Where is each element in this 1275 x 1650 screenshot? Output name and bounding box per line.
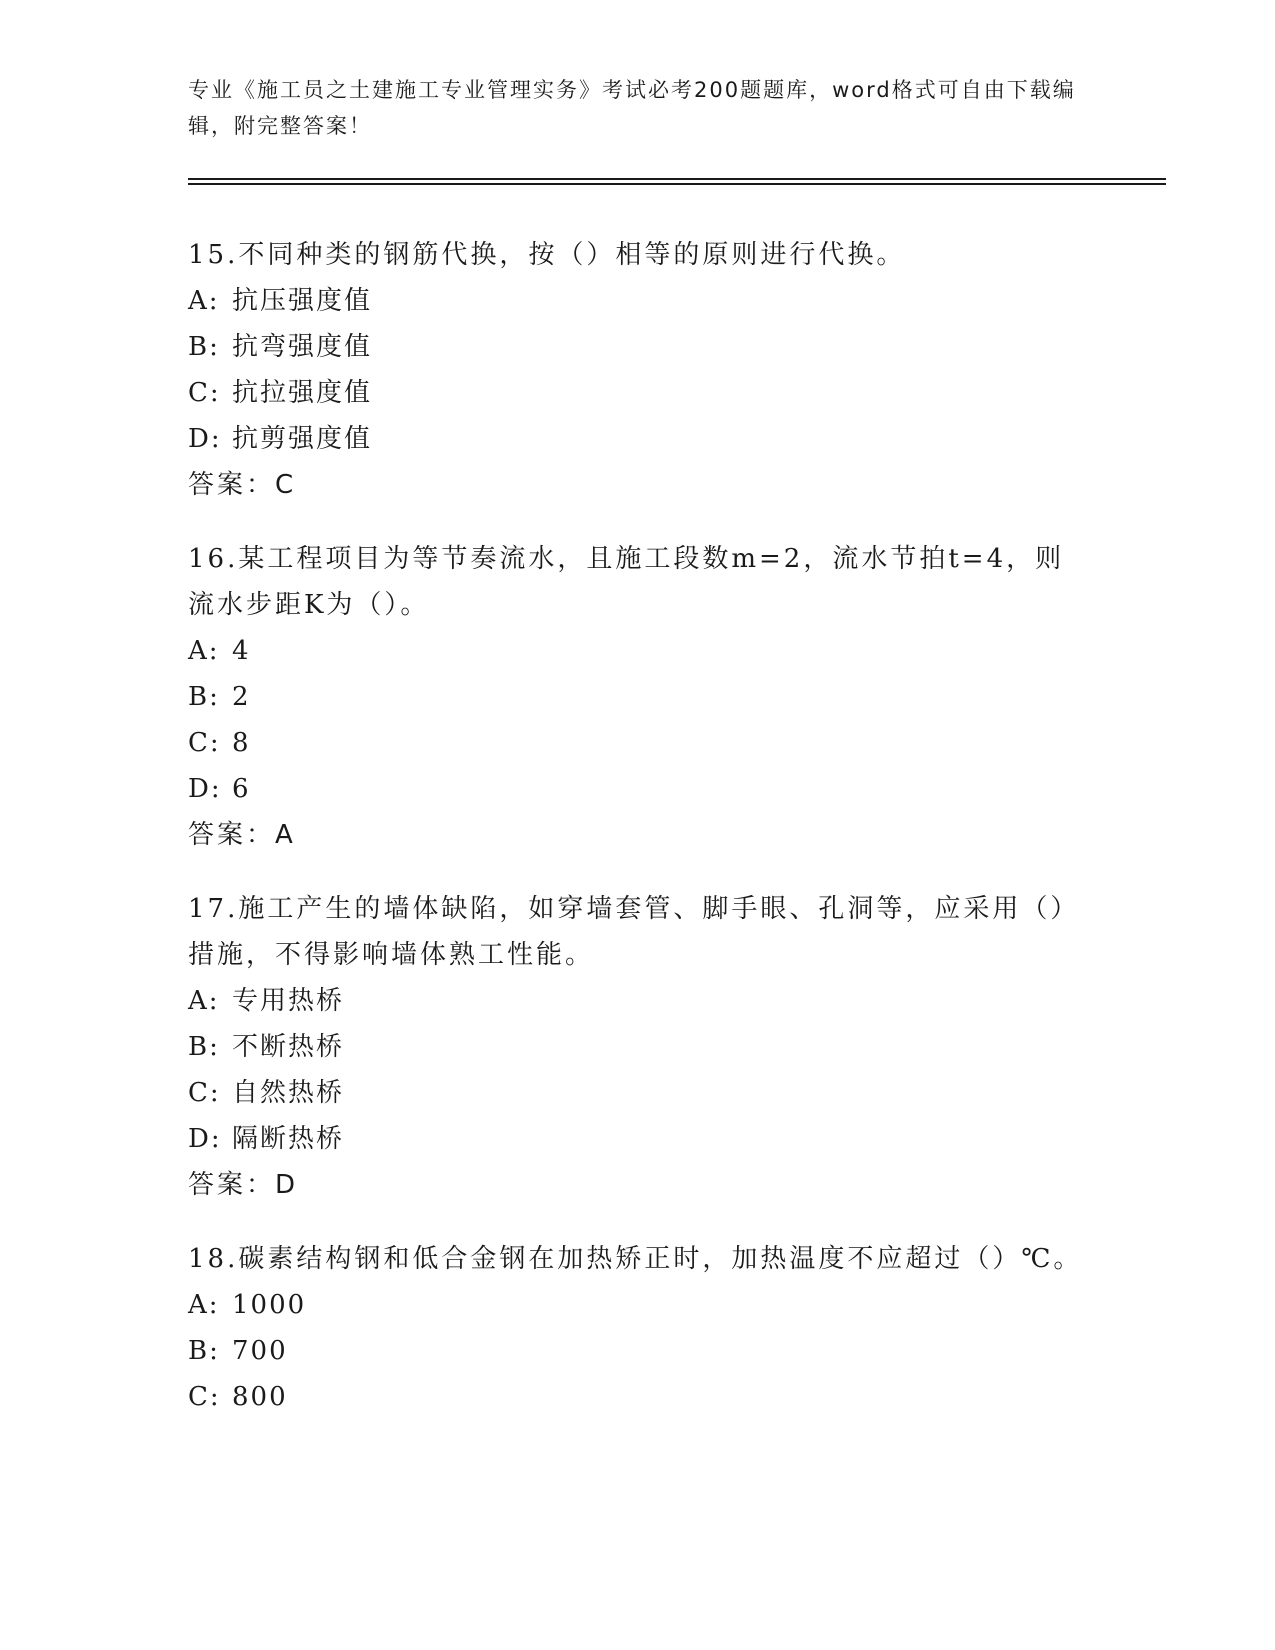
option-letter: B:: [188, 332, 220, 362]
option-letter: B:: [188, 1032, 220, 1062]
option-text: 抗剪强度值: [232, 424, 373, 454]
option-text: 2: [232, 682, 251, 712]
header-divider-bottom: [188, 183, 1166, 185]
option-letter: A:: [188, 286, 220, 316]
option-letter: D:: [188, 774, 222, 804]
option-letter: A:: [188, 986, 220, 1016]
option-text: 隔断热桥: [232, 1124, 345, 1154]
question-15: [188, 232, 1088, 508]
option-letter: B:: [188, 1336, 220, 1366]
option-text: 1000: [232, 1290, 307, 1320]
option-a: [188, 978, 1088, 1024]
question-stem: 18.碳素结构钢和低合金钢在加热矫正时，加热温度不应超过（）℃。: [188, 1244, 1083, 1274]
option-text: 4: [232, 636, 251, 666]
option-letter: C:: [188, 728, 221, 758]
option-b: [188, 1328, 1088, 1374]
option-text: 抗拉强度值: [232, 378, 373, 408]
option-c: [188, 1070, 1088, 1116]
question-18: [188, 1236, 1088, 1420]
document-header: 专业《施工员之土建施工专业管理实务》考试必考200题题库，word格式可自由下载编辑，附完整答案！: [188, 78, 1076, 138]
option-a: [188, 278, 1088, 324]
option-c: [188, 370, 1088, 416]
option-text: 自然热桥: [232, 1078, 345, 1108]
question-17: [188, 886, 1088, 1208]
question-stem: 17.施工产生的墙体缺陷，如穿墙套管、脚手眼、孔洞等，应采用（）措施，不得影响墙体熟工性能。: [188, 894, 1080, 970]
option-letter: D:: [188, 1124, 222, 1154]
answer-line: 答案：A: [188, 820, 296, 850]
header-divider-top: [188, 178, 1166, 180]
option-letter: B:: [188, 682, 220, 712]
option-letter: A:: [188, 636, 220, 666]
option-d: [188, 1116, 1088, 1162]
option-b: [188, 324, 1088, 370]
option-text: 6: [232, 774, 251, 804]
question-stem: 15.不同种类的钢筋代换，按（）相等的原则进行代换。: [188, 240, 906, 270]
option-text: 8: [232, 728, 251, 758]
option-d: [188, 416, 1088, 462]
option-letter: C:: [188, 378, 221, 408]
question-list: [188, 232, 1088, 1448]
question-16: [188, 536, 1088, 858]
option-text: 700: [232, 1336, 288, 1366]
question-stem: 16.某工程项目为等节奏流水，且施工段数m=2，流水节拍t=4，则流水步距K为（）。: [188, 544, 1065, 620]
option-b: [188, 1024, 1088, 1070]
option-letter: A:: [188, 1290, 220, 1320]
option-c: [188, 1374, 1088, 1420]
option-d: [188, 766, 1088, 812]
option-b: [188, 674, 1088, 720]
option-text: 专用热桥: [232, 986, 345, 1016]
option-letter: D:: [188, 424, 222, 454]
answer-line: 答案：D: [188, 1170, 299, 1200]
option-a: [188, 1282, 1088, 1328]
option-letter: C:: [188, 1078, 221, 1108]
option-text: 抗弯强度值: [232, 332, 373, 362]
option-letter: C:: [188, 1382, 221, 1412]
option-text: 不断热桥: [232, 1032, 345, 1062]
option-a: [188, 628, 1088, 674]
answer-line: 答案：C: [188, 470, 297, 500]
option-text: 抗压强度值: [232, 286, 373, 316]
option-text: 800: [232, 1382, 288, 1412]
option-c: [188, 720, 1088, 766]
